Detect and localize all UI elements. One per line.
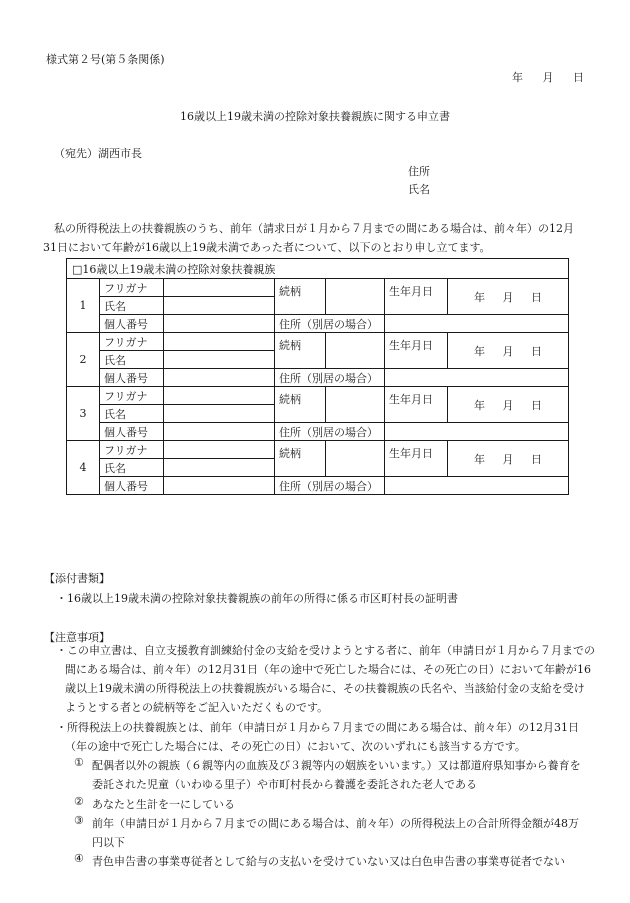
address-input[interactable] [385,369,569,387]
birthdate-input[interactable]: 年 月 日 [448,441,569,477]
name-input[interactable] [164,459,275,477]
condition-text: 前年（申請日が１月から７月までの間にある場合は、前々年）の所得税法上の合計所得金額が48万円以下 [92,817,579,849]
attachments-heading: 【添付書類】 [44,572,110,585]
furigana-label: フリガナ [100,441,164,459]
my-number-label: 個人番号 [100,423,164,441]
furigana-label: フリガナ [100,279,164,297]
relationship-label: 続柄 [275,441,326,477]
address-label: 住所（別居の場合） [275,477,385,495]
note-item-1: ・この申立書は、自立支援教育訓練給付金の支給を受けようとする者に、前年（申請日が１月から７月までの間にある場合は、前々年）の12月31日（年の途中で死亡した場合には、その死亡の日）において年齢が16歳以上19歳未満の所得税法上の扶養親族がいる場合に、その扶養親族の氏名や、当該給付金の支給を受けようとする者との続柄等をご記入いただくものです。 [56,644,595,714]
attachment-item: ・16歳以上19歳未満の控除対象扶養親族の前年の所得に係る市区町村長の証明書 [56,592,458,605]
my-number-label: 個人番号 [100,477,164,495]
furigana-label: フリガナ [100,387,164,405]
condition-text: 青色申告書の事業専従者として給与の支払いを受けていない又は白色申告書の事業専従者でない [92,855,565,868]
name-label: 氏名 [100,405,164,423]
furigana-input[interactable] [164,333,275,351]
row-number: 1 [67,279,100,333]
birthdate-input[interactable]: 年 月 日 [448,333,569,369]
dependents-table [66,258,569,495]
condition-mark: ① [74,756,84,769]
my-number-label: 個人番号 [100,369,164,387]
condition-mark: ② [74,795,84,808]
name-label: 氏名 [100,297,164,315]
my-number-label: 個人番号 [100,315,164,333]
furigana-input[interactable] [164,441,275,459]
address-label: 住所（別居の場合） [275,315,385,333]
name-label: 氏名 [100,351,164,369]
my-number-input[interactable] [164,369,275,387]
relationship-label: 続柄 [275,387,326,423]
addressee: （宛先）湖西市長 [54,147,142,160]
address-label: 住所（別居の場合） [275,423,385,441]
notes-heading: 【注意事項】 [44,631,110,644]
furigana-label: フリガナ [100,333,164,351]
note-item-2: ・所得税法上の扶養親族とは、前年（申請日が１月から７月までの間にある場合は、前々年）の12月31日（年の途中で死亡した場合には、その死亡の日）において、次のいずれにも該当する方です。 [56,721,579,753]
address-input[interactable] [385,477,569,495]
relationship-input[interactable] [326,279,385,315]
condition-text: あなたと生計を一にしている [92,798,235,811]
my-number-input[interactable] [164,315,275,333]
address-label: 住所（別居の場合） [275,369,385,387]
furigana-input[interactable] [164,279,275,297]
address-input[interactable] [385,423,569,441]
name-label: 氏名 [100,459,164,477]
my-number-input[interactable] [164,477,275,495]
document-title: 16歳以上19歳未満の控除対象扶養親族に関する申立書 [180,110,450,123]
my-number-input[interactable] [164,423,275,441]
submission-date[interactable]: 年 月 日 [512,71,584,84]
relationship-label: 続柄 [275,279,326,315]
relationship-label: 続柄 [275,333,326,369]
address-input[interactable] [385,315,569,333]
condition-text: 配偶者以外の親族（６親等内の血族及び３親等内の姻族をいいます。）又は都道府県知事から養育を委託された児童（いわゆる里子）や市町村長から養護を委託された老人である [92,759,581,791]
birthdate-label: 生年月日 [385,279,448,315]
condition-mark: ③ [74,814,84,827]
relationship-input[interactable] [326,441,385,477]
row-number: 2 [67,333,100,387]
form-number: 様式第２号(第５条関係) [46,53,165,66]
birthdate-label: 生年月日 [385,387,448,423]
furigana-input[interactable] [164,387,275,405]
relationship-input[interactable] [326,333,385,369]
row-number: 4 [67,441,100,495]
intro-paragraph: 私の所得税法上の扶養親族のうち、前年（請求日が１月から７月までの間にある場合は、前々年）の12月31日において年齢が16歳以上19歳未満であった者について、以下のとおり申し立てます。 [43,222,574,254]
applicant-name-label[interactable]: 氏名 [408,183,430,196]
applicant-address-label[interactable]: 住所 [408,165,430,178]
condition-mark: ④ [74,852,84,865]
name-input[interactable] [164,297,275,315]
relationship-input[interactable] [326,387,385,423]
birthdate-label: 生年月日 [385,333,448,369]
name-input[interactable] [164,351,275,369]
birthdate-input[interactable]: 年 月 日 [448,279,569,315]
birthdate-label: 生年月日 [385,441,448,477]
row-number: 3 [67,387,100,441]
birthdate-input[interactable]: 年 月 日 [448,387,569,423]
name-input[interactable] [164,405,275,423]
table-header: □16歳以上19歳未満の控除対象扶養親族 [67,259,569,279]
